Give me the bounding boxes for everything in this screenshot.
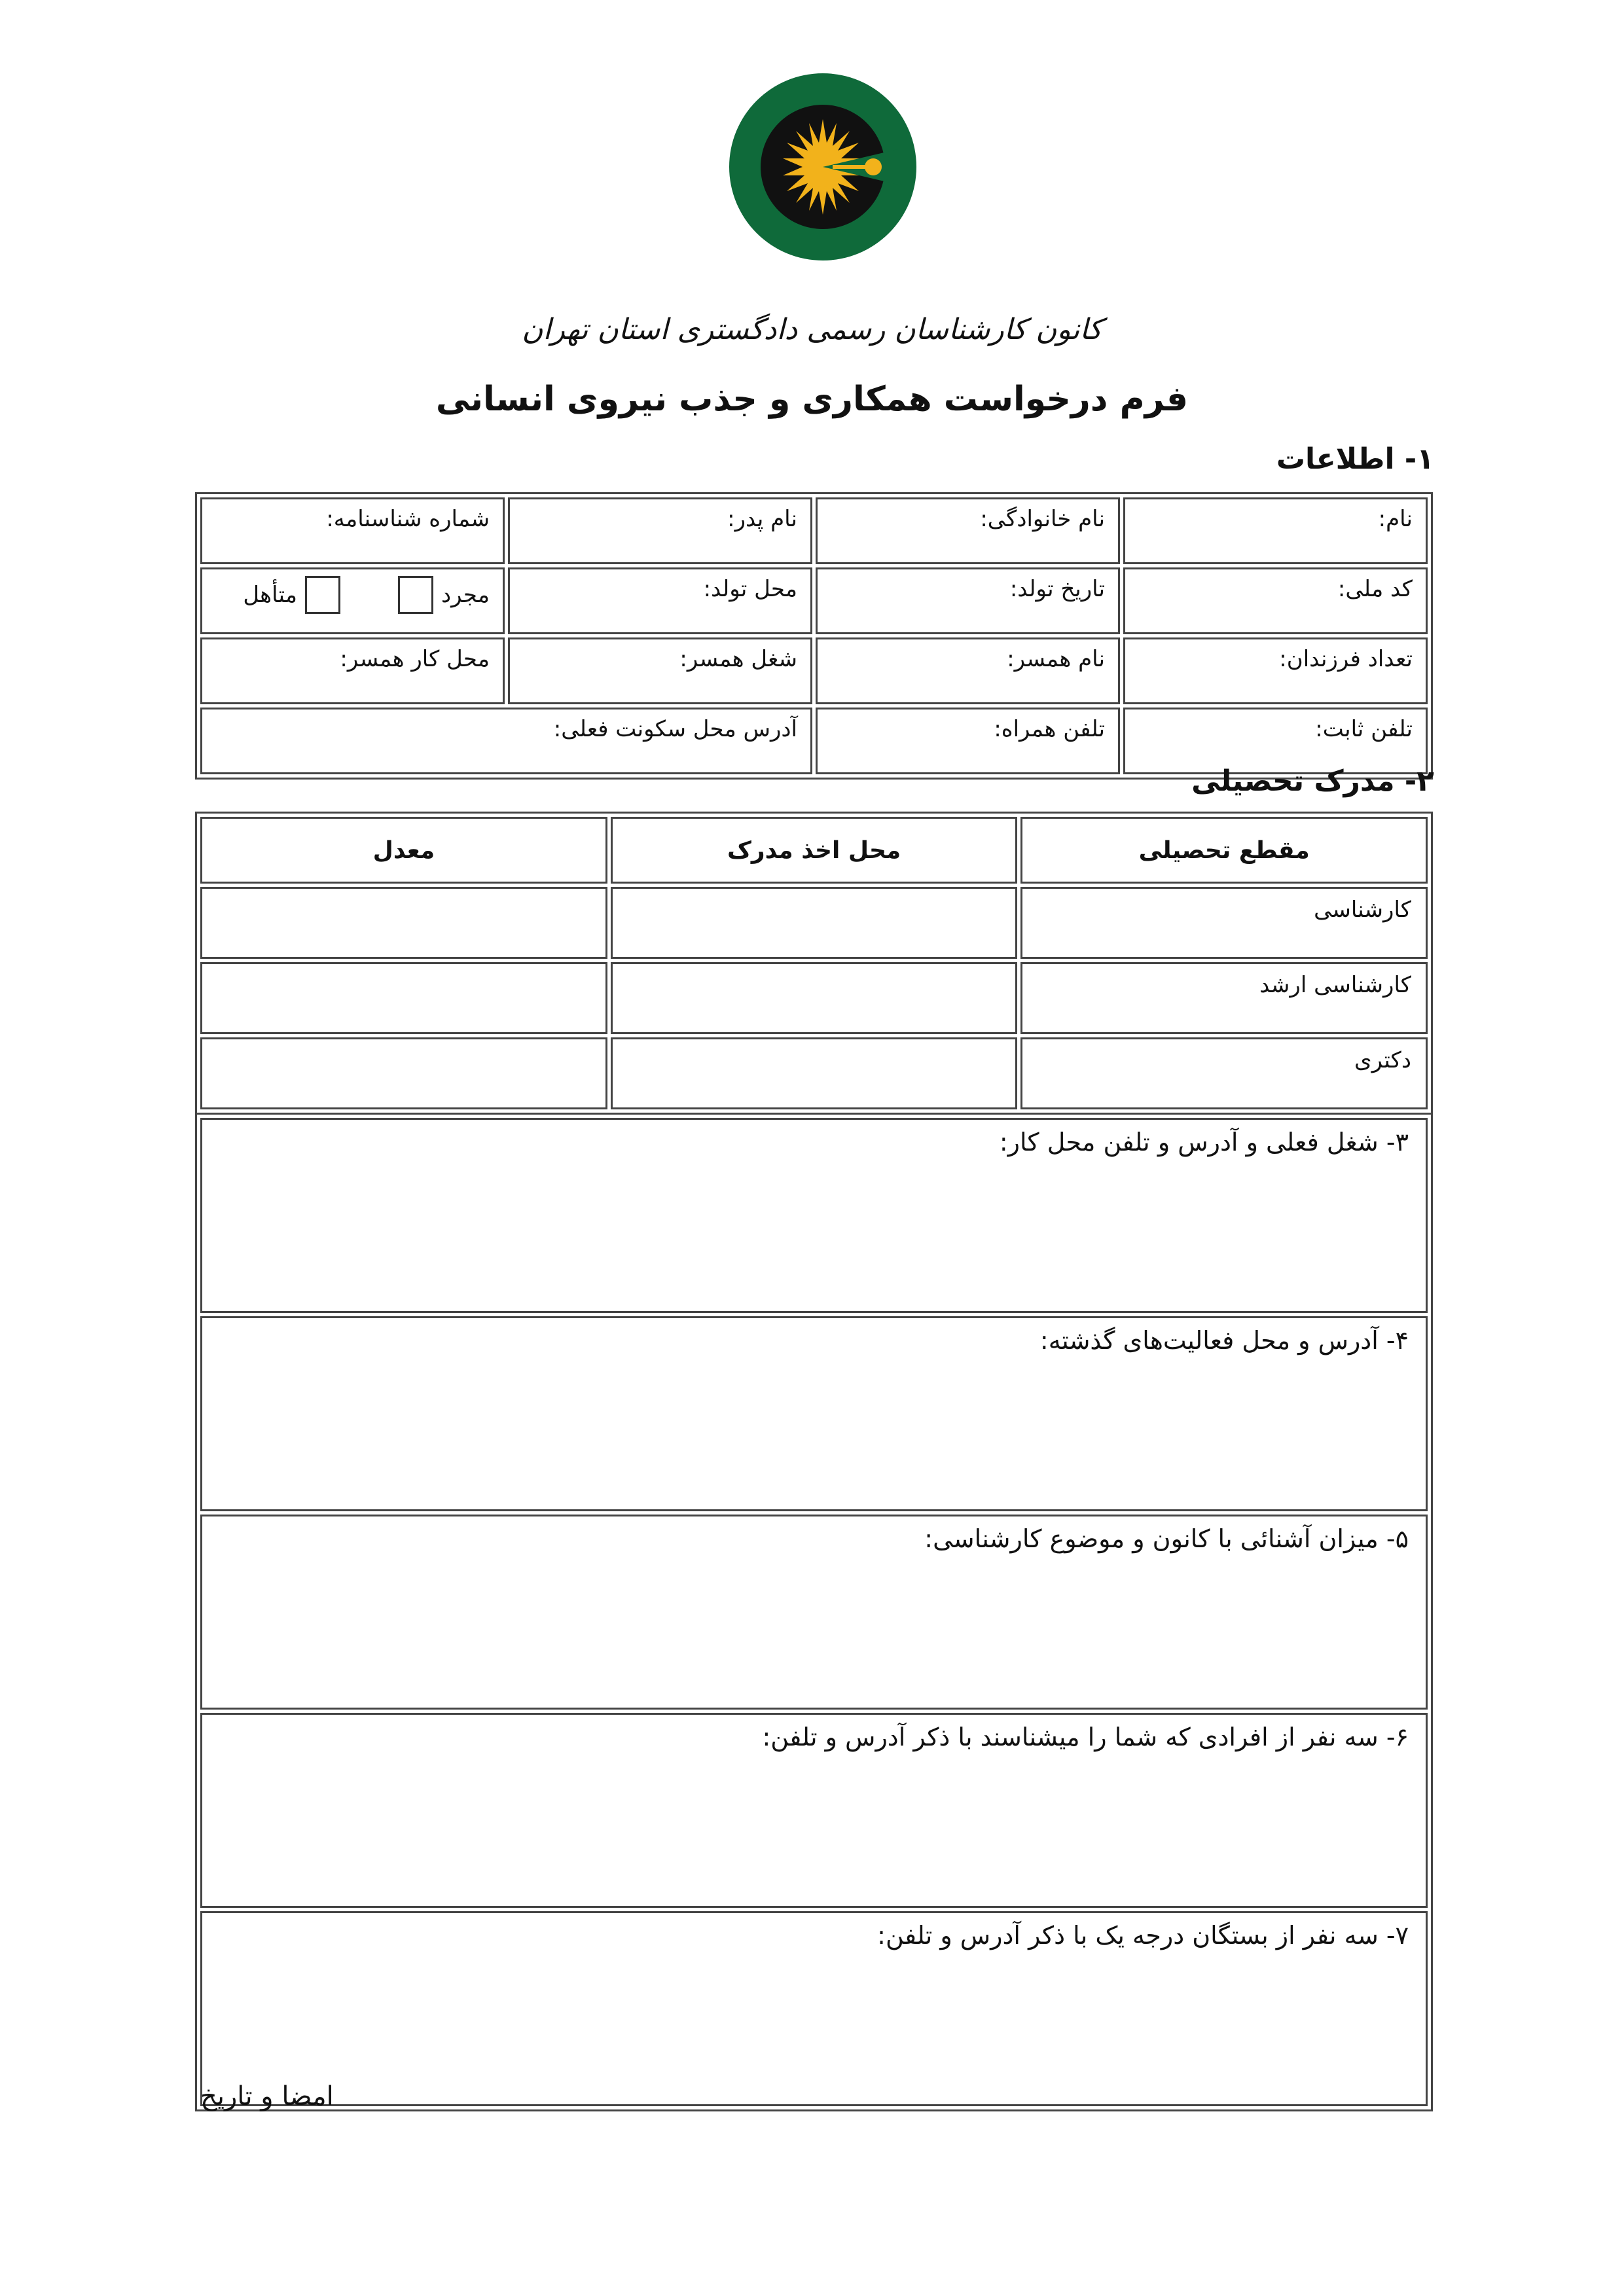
table-row — [200, 1911, 1428, 2106]
table-row — [200, 887, 1428, 959]
married-label: متأهل — [243, 582, 297, 608]
familiarity-field[interactable]: ۵- میزان آشنائی با کانون و موضوع کارشناسی: — [200, 1515, 1428, 1710]
institution-cell[interactable] — [611, 887, 1018, 959]
table-row — [200, 1118, 1428, 1313]
table-header-row — [200, 817, 1428, 884]
single-checkbox[interactable] — [398, 576, 433, 614]
organization-name: کانون کارشناسان رسمی دادگستری استان تهران — [522, 313, 1102, 346]
gpa-cell[interactable] — [200, 962, 607, 1034]
first-name-field[interactable]: نام: — [1123, 497, 1428, 564]
marital-single-option[interactable] — [398, 576, 490, 614]
gpa-header: معدل — [200, 817, 607, 884]
current-job-field[interactable]: ۳- شغل فعلی و آدرس و تلفن محل کار: — [200, 1118, 1428, 1313]
degree-level-cell: دکتری — [1020, 1037, 1428, 1109]
mobile-field[interactable]: تلفن همراه: — [816, 708, 1120, 774]
table-row — [200, 1713, 1428, 1908]
institution-cell[interactable] — [611, 1037, 1018, 1109]
birth-place-field[interactable]: محل تولد: — [508, 567, 812, 634]
form-title: فرم درخواست همکاری و جذب نیروی انسانی — [435, 380, 1189, 419]
section-education-title: ۲- مدرک تحصیلی — [1191, 764, 1434, 798]
relatives-field[interactable]: ۷- سه نفر از بستگان درجه یک با ذکر آدرس و تلفن: — [200, 1911, 1428, 2106]
table-row — [200, 497, 1428, 564]
table-row — [200, 1316, 1428, 1511]
birth-date-field[interactable]: تاریخ تولد: — [816, 567, 1120, 634]
address-field[interactable]: آدرس محل سکونت فعلی: — [200, 708, 812, 774]
signature-date-label: امضا و تاریخ — [200, 2081, 334, 2111]
table-row — [200, 1515, 1428, 1710]
marital-status-options — [215, 576, 490, 614]
questions-table — [195, 1113, 1433, 2111]
references-field[interactable]: ۶- سه نفر از افرادی که شما را میشناسند با ذکر آدرس و تلفن: — [200, 1713, 1428, 1908]
table-row — [200, 637, 1428, 704]
table-row — [200, 567, 1428, 634]
spouse-name-field[interactable]: نام همسر: — [816, 637, 1120, 704]
last-name-field[interactable]: نام خانوادگی: — [816, 497, 1120, 564]
past-activities-field[interactable]: ۴- آدرس و محل فعالیت‌های گذشته: — [200, 1316, 1428, 1511]
gpa-cell[interactable] — [200, 887, 607, 959]
institution-cell[interactable] — [611, 962, 1018, 1034]
id-number-field[interactable]: شماره شناسنامه: — [200, 497, 505, 564]
degree-level-cell: کارشناسی ارشد — [1020, 962, 1428, 1034]
married-checkbox[interactable] — [305, 576, 340, 614]
marital-married-option[interactable] — [243, 576, 340, 614]
children-count-field[interactable]: تعداد فرزندان: — [1123, 637, 1428, 704]
spouse-workplace-field[interactable]: محل کار همسر: — [200, 637, 505, 704]
section-info-title: ۱- اطلاعات — [1276, 442, 1434, 476]
marital-status-cell — [200, 567, 505, 634]
national-code-field[interactable]: کد ملی: — [1123, 567, 1428, 634]
personal-info-table — [195, 492, 1433, 780]
table-row — [200, 962, 1428, 1034]
father-name-field[interactable]: نام پدر: — [508, 497, 812, 564]
spouse-job-field[interactable]: شغل همسر: — [508, 637, 812, 704]
table-row — [200, 1037, 1428, 1109]
organization-logo — [728, 72, 918, 262]
single-label: مجرد — [441, 582, 490, 608]
landline-field[interactable]: تلفن ثابت: — [1123, 708, 1428, 774]
degree-level-header: مقطع تحصیلی — [1020, 817, 1428, 884]
education-table — [195, 812, 1433, 1115]
degree-level-cell: کارشناسی — [1020, 887, 1428, 959]
gpa-cell[interactable] — [200, 1037, 607, 1109]
institution-header: محل اخذ مدرک — [611, 817, 1018, 884]
